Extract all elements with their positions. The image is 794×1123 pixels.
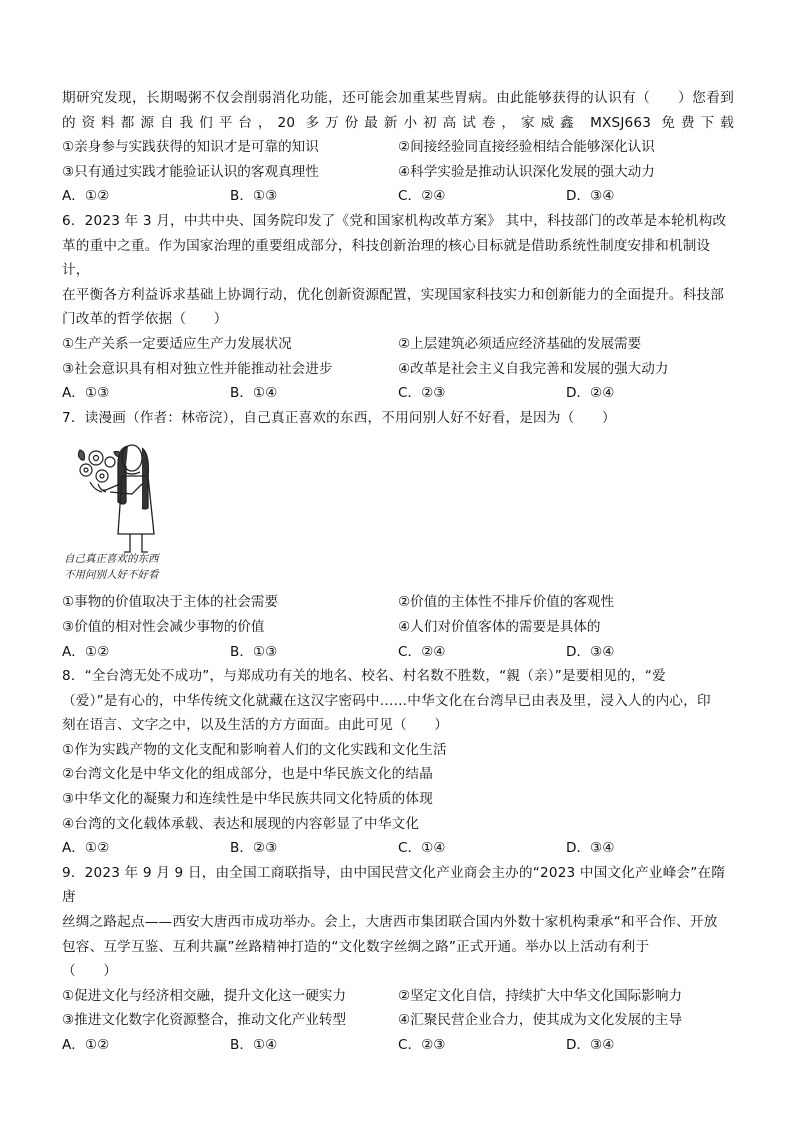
option: ④人们对价值客体的需要是具体的	[398, 618, 601, 635]
answer-choice: D．③④	[566, 188, 615, 205]
option: ③只有通过实践才能验证认识的客观真理性	[62, 163, 319, 180]
answer-choice: B．①④	[230, 1037, 278, 1053]
q5-options-row	[62, 160, 734, 185]
option: ①生产关系一定要适应生产力发展状况	[62, 335, 292, 352]
answer-choice: A．①②	[62, 643, 110, 660]
option: ④科学实验是推动认识深化发展的强大动力	[398, 163, 655, 180]
cartoon-caption-1: 自己真正喜欢的东西	[64, 553, 159, 566]
answer-choice: A．①③	[62, 385, 110, 402]
q9-options-row	[62, 984, 734, 1009]
option: ①事物的价值取决于主体的社会需要	[62, 594, 279, 611]
option: ②价值的主体性不排斥价值的客观性	[398, 594, 615, 611]
q9-stem-line: 包容、互学互鉴、互利共赢”丝路精神打造的“文化数字丝绸之路”正式开通。举办以上活动有利于	[62, 938, 650, 955]
answer-choice: B．②③	[230, 840, 278, 857]
q5-stem-line: 期研究发现，长期喝粥不仅会削弱消化功能，还可能会加重某些胃病。由此能够获得的认识有（ ）您看到	[62, 90, 734, 106]
q9-stem-line: 丝绸之路起点——西安大唐西市成功举办。会上，大唐西市集团联合国内外数十家机构秉承“和平合作、开放	[62, 914, 718, 931]
option: ③社会意识具有相对独立性并能推动社会进步	[62, 360, 333, 377]
q9-stem-line: 9．2023 年 9 月 9 日，由全国工商联指导，由中国民营文化产业商会主办的“2023 中国文化产业峰会”在隋唐	[62, 864, 726, 906]
answer-choice: C．②④	[398, 643, 446, 660]
option: ②坚定文化自信，持续扩大中华文化国际影响力	[398, 987, 683, 1004]
q7-answers	[62, 640, 734, 665]
answer-choice: A．①②	[62, 1037, 110, 1053]
answer-choice: D．③④	[566, 1037, 615, 1053]
answer-choice: C．①④	[398, 840, 446, 857]
q6-stem-line: 门改革的哲学依据（ ）	[62, 311, 228, 328]
cartoon-image	[62, 436, 192, 586]
option: ②上层建筑必须适应经济基础的发展需要	[398, 335, 642, 352]
answer-choice: D．③④	[566, 840, 615, 857]
option: ③价值的相对性会减少事物的价值	[62, 618, 265, 635]
q6-answers	[62, 381, 734, 406]
q6-stem-line: 在平衡各方利益诉求基础上协调行动，优化创新资源配置，实现国家科技实力和创新能力的全面提升。科技部	[62, 286, 725, 303]
exam-page	[62, 86, 734, 1058]
q7-options-row	[62, 615, 734, 640]
q9-answers	[62, 1033, 734, 1058]
option: ①作为实践产物的文化支配和影响着人们的文化实践和文化生活	[62, 741, 447, 758]
cartoon-caption-2: 不用问别人好不好看	[64, 569, 159, 582]
q9-stem-line: （ ）	[62, 963, 118, 980]
option: ②台湾文化是中华文化的组成部分，也是中华民族文化的结晶	[62, 766, 434, 783]
answer-choice: B．①③	[230, 188, 278, 205]
option: ④改革是社会主义自我完善和发展的强大动力	[398, 360, 669, 377]
answer-choice: B．①③	[230, 643, 278, 660]
answer-choice: A．①②	[62, 188, 110, 205]
answer-choice: C．②③	[398, 1037, 446, 1053]
option: ①亲身参与实践获得的知识才是可靠的知识	[62, 139, 319, 156]
girl-figure	[102, 445, 154, 552]
option: ④汇聚民营企业合力，使其成为文化发展的主导	[398, 1012, 683, 1029]
option: ③中华文化的凝聚力和连续性是中华民族共同文化特质的体现	[62, 791, 434, 808]
option: ④台湾的文化载体承载、表达和展现的内容彰显了中华文化	[62, 815, 420, 832]
answer-choice: A．①②	[62, 840, 110, 857]
watermark-line: 的资料都源自我们平台，20 多万份最新小初高试卷，家威鑫 MXSJ663 免费下载	[62, 114, 734, 131]
q6-stem-line: 6．2023 年 3 月，中共中央、国务院印发了《党和国家机构改革方案》 其中，科技部门的改革是本轮机构改	[62, 212, 727, 229]
q8-stem-line: 刻在语言、文字之中，以及生活的方方面面。由此可见（ ）	[62, 717, 449, 734]
option: ②间接经验同直接经验相结合能够深化认识	[398, 139, 655, 156]
answer-choice: D．②④	[566, 385, 615, 402]
q5-answers	[62, 184, 734, 209]
q7-stem: 7．读漫画（作者：林帝浣），自己真正喜欢的东西，不用问别人好不好看，是因为（ ）	[62, 409, 616, 426]
q7-options-row	[62, 590, 734, 615]
q8-stem-line: 8．“全台湾无处不成功”，与郑成功有关的地名、校名、村名数不胜数，“親（亲）”是要相见的，“爱	[62, 668, 666, 685]
q6-options-row	[62, 332, 734, 357]
option: ③推进文化数字化资源整合，推动文化产业转型	[62, 1012, 347, 1029]
answer-choice: B．①④	[230, 385, 278, 402]
q9-options-row	[62, 1008, 734, 1033]
answer-choice: C．②③	[398, 385, 446, 402]
option: ①促进文化与经济相交融，提升文化这一硬实力	[62, 987, 347, 1004]
answer-choice: C．②④	[398, 188, 446, 205]
answer-choice: D．③④	[566, 643, 615, 660]
q6-options-row	[62, 357, 734, 382]
q5-options-row	[62, 135, 734, 160]
q8-answers	[62, 836, 734, 861]
q6-stem-line: 革的重中之重。作为国家治理的重要组成部分，科技创新治理的核心目标就是借助系统性制度安排和机制设计，	[62, 237, 711, 279]
q8-stem-line: （爱）”是有心的，中华传统文化就藏在这汉字密码中……中华文化在台湾早已由表及里，浸入人的内心，印	[62, 692, 711, 709]
